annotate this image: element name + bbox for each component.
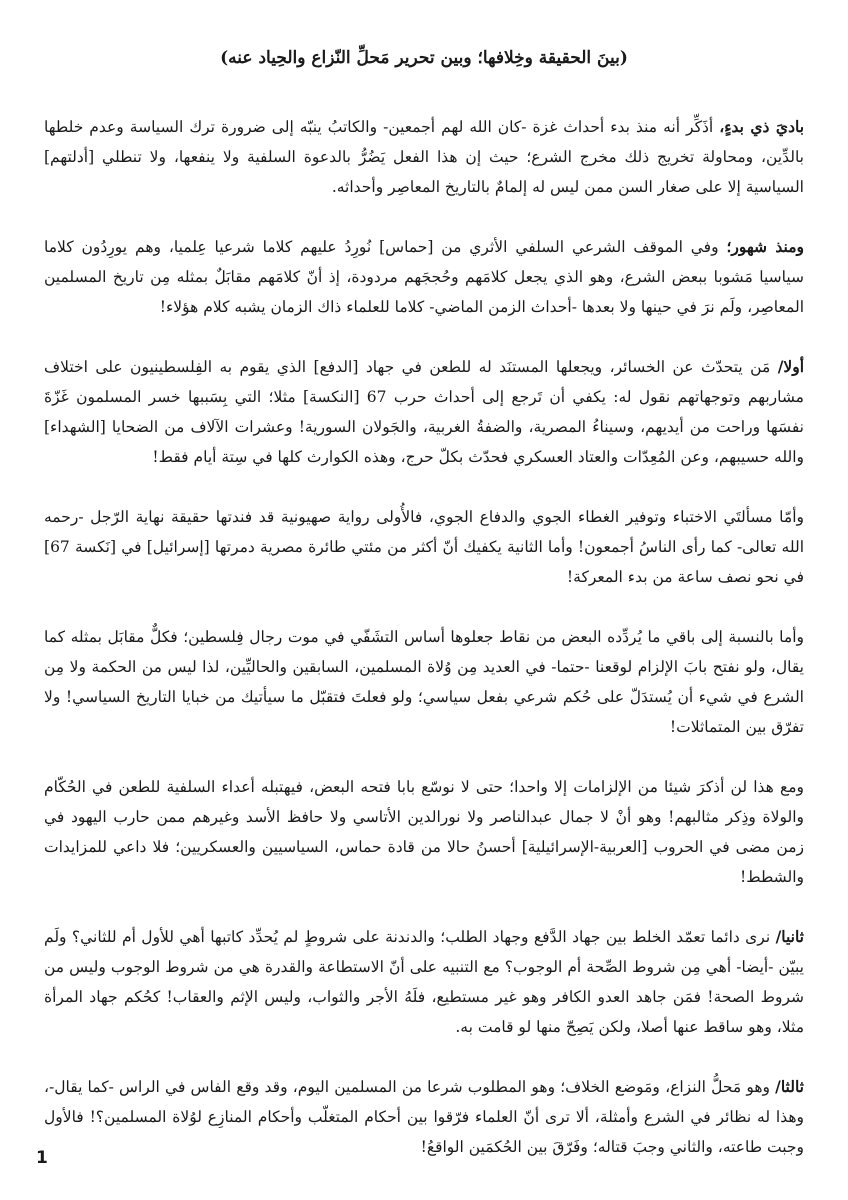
document-title: (بينَ الحقيقة وخِلافها؛ وبين تحرير مَحلِّ النّزاع والحِياد عنه)	[220, 48, 628, 68]
paragraph-third-point	[44, 1072, 804, 1162]
page-number: 1	[36, 1148, 48, 1168]
paragraph-text: وأمّا مسألتَي الاختباء وتوفير الغطاء الجوي والدفاع الجوي، فالأُولى رواية صهيونية قد فندتها حقيقة نهاية الرّجل -رحمه الله تعالى- كما رأى الناسُ أجمعون! وأما الثانية يكفيك أنّ أكثر من مئتي طائرة مصرية دمرتها [إسرائيل] في [نَكسة 67] في نحو نصف ساعة من بدء المعركة!	[44, 508, 804, 586]
paragraph-text: نرى دائما تعمّد الخلط بين جهاد الدَّفع وجهاد الطلب؛ والدندنة على شروطٍ لم يُحدِّد كاتبها أهي للأول أم للثاني؟ ولَم يبيّن -أيضا- أهي مِن شروط الصِّحة أم الوجوب؟ مع التنبيه على أنّ الاستطاعة والقدرة هي من شروط الوجوب وليس من شروط الصحة! فمَن جاهد العدو الكافر وهو غير مستطيع، فلَهُ الأجر والثواب، وليس الإثم والعقاب! كحُكم جهاد المرأة مثلا، وهو ساقط عنها أصلا، ولكن يَصِحّ منها لو قامت به.	[44, 928, 804, 1036]
paragraph-text: ومع هذا لن أذكرَ شيئا من الإلزامات إلا واحدا؛ حتى لا نوسّع بابا فتحه البعض، فيهتبله أعداء السلفية للطعن في الحُكّام والولاة وذِكر مثالبهم! وهو أنْ لا جمال عبدالناصر ولا نورالدين الأتاسي ولا حافظ الأسد وغيرهم ممن حارب اليهود في زمن مضى في الحروب [العربية-الإسرائيلية] أحسنُ حالا من قادة حماس، السياسيين والعسكريين؛ فلا داعي للمزايدات والشطط!	[44, 778, 804, 886]
paragraph-text: وأما بالنسبة إلى باقي ما يُردِّده البعض من نقاط جعلوها أساس التشَفّي في موت رجال فِلسطين؛ فكلٌّ مقابَل بمثله كما يقال، ولو نفتح بابَ الإلزام لوقعنا -حتما- في العديد مِن وُلاة المسلمين، السابقين والحاليِّين، لذا ليس من الحكمة ولا مِن الشرع في شيء أن يُستدَلّ على حُكم شرعي بفعل سياسي؛ ولو فعلتَ فتقبّل ما سيأتيك من خبايا التاريخ السياسي! ولا تفرّق بين المتماثلات!	[44, 628, 804, 736]
paragraph-single-obligation	[44, 772, 804, 892]
paragraph-first-point	[44, 352, 804, 472]
paragraph-lead: ومنذ شهور؛	[726, 237, 804, 256]
paragraph-lead: ثالثا/	[775, 1077, 804, 1096]
paragraph-text: مَن يتحدّث عن الخسائر، ويجعلها المستنَد له للطعن في جهاد [الدفع] الذي يقوم به الفِلسطينيون على اختلاف مشاربهم وتوجهاتهم نقول له: يكفي أن تَرجع إلى أحداث حرب 67 [النكسة] مثلا؛ التي بِسَببها خسر المسلمون غَزّةَ نفسَها وراحت من أيديهم، وسيناءُ المصرية، والضفةُ الغربية، والجَولان السورية! وعشرات الآلاف من الضحايا [الشهداء] والله حسيبهم، وعن المُعِدّات والعتاد العسكري فحدّث بكلّ حرج، وهذه الكوارث كلها في سِتة أيام فقط!	[44, 358, 804, 466]
paragraph-intro	[44, 112, 804, 202]
paragraph-text: وفي الموقف الشرعي السلفي الأثري من [حماس] نُورِدُ عليهم كلاما شرعيا عِلميا، وهم يورِدُون كلاما سياسيا مَشوبا ببعض الشرع، وهو الذي يجعل كلامَهم وحُججَهم مردودة، إذ أنّ كلامَهم مقابَلٌ بمثله مِن تاريخ المسلمين المعاصِر، ولَم نرَ في حينها ولا بعدها -أحداث الزمن الماضي- كلاما للعلماء ذاك الزمان يشبه كلام هؤلاء!	[44, 238, 804, 316]
paragraph-lead: باديَ ذي بدءٍ،	[719, 117, 805, 136]
paragraph-text: وهو مَحلُّ النزاع، ومَوضع الخلاف؛ وهو المطلوب شرعا من المسلمين اليوم، وقد وقع الفاس في الراس -كما يقال-، وهذا له نظائر في الشرع وأمثلة، ألا ترى أنّ العلماء فرّقوا بين أحكام المتغلّب وأحكام المنازِع لوُلاة المسلمين؟! فالأول وجبت طاعته، والثاني وجبَ قتاله؛ وفَرّقَ بين الحُكمَين الواقعُ!	[44, 1078, 804, 1156]
paragraph-months	[44, 232, 804, 322]
paragraph-obligations	[44, 622, 804, 742]
paragraph-second-point	[44, 922, 804, 1042]
paragraph-lead: أولا/	[777, 357, 804, 376]
paragraph-hiding-air-defense	[44, 502, 804, 592]
paragraph-lead: ثانيا/	[775, 927, 804, 946]
paragraph-text: أذَكِّر أنه منذ بدء أحداث غزة -كان الله لهم أجمعين- والكاتبُ ينبّه إلى ضرورة ترك السياسة وعدم خلطها بالدِّين، ومحاولة تخريج ذلك مخرج الشرع؛ حيث إن هذا الفعل يَضُرُّ بالدعوة السلفية ولا ينفعها، ولا تنطلي [أدلتهم] السياسية إلا على صغار السن ممن ليس له إلمامٌ بالتاريخ المعاصِر وأحداثه.	[44, 118, 804, 196]
